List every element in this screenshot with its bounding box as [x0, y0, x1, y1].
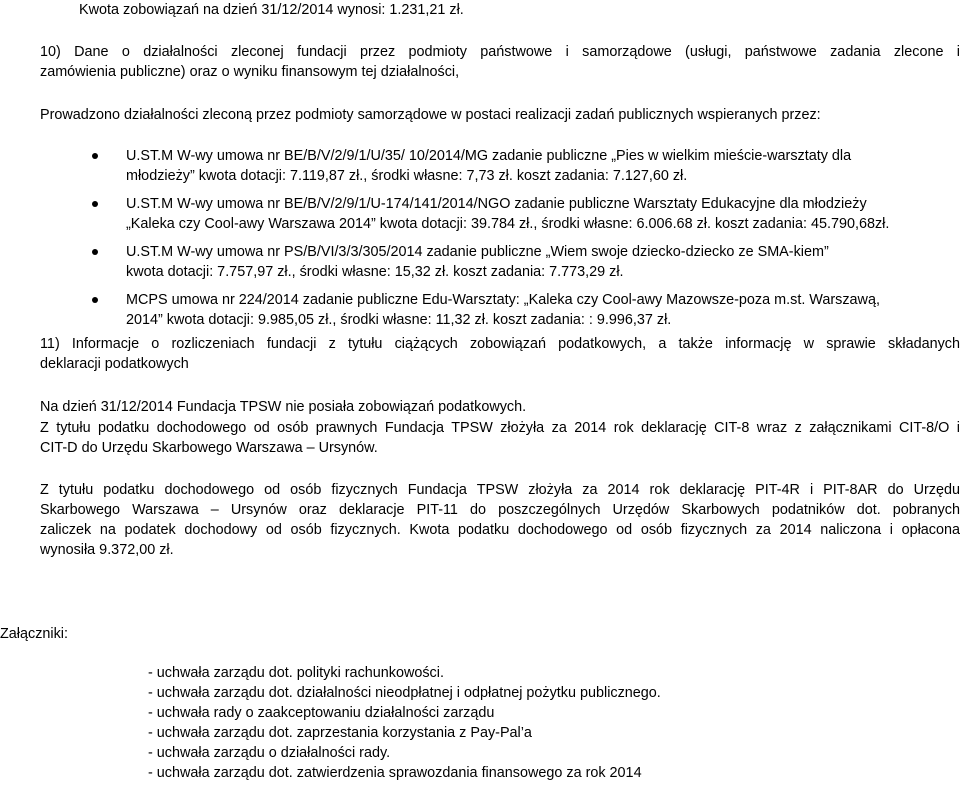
attachments-label: Załączniki:	[0, 626, 68, 642]
list-item-line: „Kaleka czy Cool-awy Warszawa 2014” kwota dotacji: 39.784 zł., środki własne: 6.006.68 zł. koszt zadania: 45.790,68zł.	[126, 216, 890, 232]
list-item-line: U.ST.M W-wy umowa nr BE/B/V/2/9/1/U/35/ 10/2014/MG zadanie publiczne „Pies w wielkim mieście-warsztaty dla	[126, 148, 852, 164]
pit-paragraph-line: zaliczek na podatek dochodowy od osób fizycznych. Kwota podatku dochodowego od osób fizycznych za 2014 naliczona i opłacona	[40, 522, 960, 538]
list-item-line: kwota dotacji: 7.757,97 zł., środki własne: 15,32 zł. koszt zadania: 7.773,29 zł.	[126, 264, 624, 280]
section-10-intro: Prowadzono działalności zleconą przez podmioty samorządowe w postaci realizacji zadań publicznych wspieranych przez:	[40, 107, 821, 123]
debt-summary-line: Kwota zobowiązań na dzień 31/12/2014 wynosi: 1.231,21 zł.	[79, 2, 464, 18]
list-item-line: U.ST.M W-wy umowa nr PS/B/VI/3/3/305/2014 zadanie publiczne „Wiem swoje dziecko-dziecko ze SMA-kiem”	[126, 244, 829, 260]
list-item-line: MCPS umowa nr 224/2014 zadanie publiczne Edu-Warsztaty: „Kaleka czy Cool-awy Mazowsze-poza m.st. Warszawą,	[126, 292, 880, 308]
cit-paragraph-line: CIT-D do Urzędu Skarbowego Warszawa – Ursynów.	[40, 440, 378, 456]
section-10-heading	[40, 42, 960, 82]
attachment-item: - uchwała zarządu dot. zaprzestania korzystania z Pay-Pal’a	[148, 725, 532, 741]
list-item	[88, 146, 960, 186]
attachment-item: - uchwała zarządu dot. zatwierdzenia sprawozdania finansowego za rok 2014	[148, 765, 642, 781]
list-item-line: 2014” kwota dotacji: 9.985,05 zł., środki własne: 11,32 zł. koszt zadania: : 9.996,37 zł.	[126, 312, 672, 328]
section-11-heading-line: deklaracji podatkowych	[40, 356, 189, 372]
pit-paragraph-line: Z tytułu podatku dochodowego od osób fizycznych Fundacja TPSW złożyła za 2014 rok deklarację PIT-4R i PIT-8AR do Urzędu	[40, 482, 960, 498]
pit-paragraph	[40, 480, 960, 560]
list-item	[88, 290, 960, 330]
section-10-heading-line: 10) Dane o działalności zleconej fundacji przez podmioty państwowe i samorządowe (usługi, państwowe zadania zlecone i	[40, 44, 960, 60]
section-11-heading	[40, 334, 960, 374]
list-item	[88, 194, 960, 234]
bullet-icon	[92, 201, 98, 207]
bullet-icon	[92, 249, 98, 255]
section-11-heading-line: 11) Informacje o rozliczeniach fundacji z tytułu ciążących zobowiązań podatkowych, a także informację w sprawie składanych	[40, 336, 960, 352]
attachment-item: - uchwała rady o zaakceptowaniu działalności zarządu	[148, 705, 495, 721]
bullet-icon	[92, 297, 98, 303]
public-tasks-list	[88, 140, 960, 330]
pit-paragraph-line: wynosiła 9.372,00 zł.	[40, 542, 174, 558]
list-item-line: młodzieży” kwota dotacji: 7.119,87 zł., środki własne: 7,73 zł. koszt zadania: 7.127,60 zł.	[126, 168, 688, 184]
cit-paragraph	[40, 418, 960, 458]
attachment-item: - uchwała zarządu dot. działalności nieodpłatnej i odpłatnej pożytku publicznego.	[148, 685, 661, 701]
tax-status-paragraph: Na dzień 31/12/2014 Fundacja TPSW nie posiała zobowiązań podatkowych.	[40, 399, 527, 415]
pit-paragraph-line: Skarbowego Warszawa – Ursynów oraz deklaracje PIT-11 do poszczególnych Urzędów Skarbowych podatników dot. pobranych	[40, 502, 960, 518]
section-10-heading-line: zamówienia publiczne) oraz o wyniku finansowym tej działalności,	[40, 64, 460, 80]
attachment-item: - uchwała zarządu o działalności rady.	[148, 745, 391, 761]
cit-paragraph-line: Z tytułu podatku dochodowego od osób prawnych Fundacja TPSW złożyła za 2014 rok deklarację CIT-8 wraz z załącznikami CIT-8/O i	[40, 420, 960, 436]
list-item-line: U.ST.M W-wy umowa nr BE/B/V/2/9/1/U-174/141/2014/NGO zadanie publiczne Warsztaty Edukacyjne dla młodzieży	[126, 196, 867, 212]
list-item	[88, 242, 960, 282]
bullet-icon	[92, 153, 98, 159]
attachment-item: - uchwała zarządu dot. polityki rachunkowości.	[148, 665, 444, 681]
attachments-list	[148, 663, 661, 783]
